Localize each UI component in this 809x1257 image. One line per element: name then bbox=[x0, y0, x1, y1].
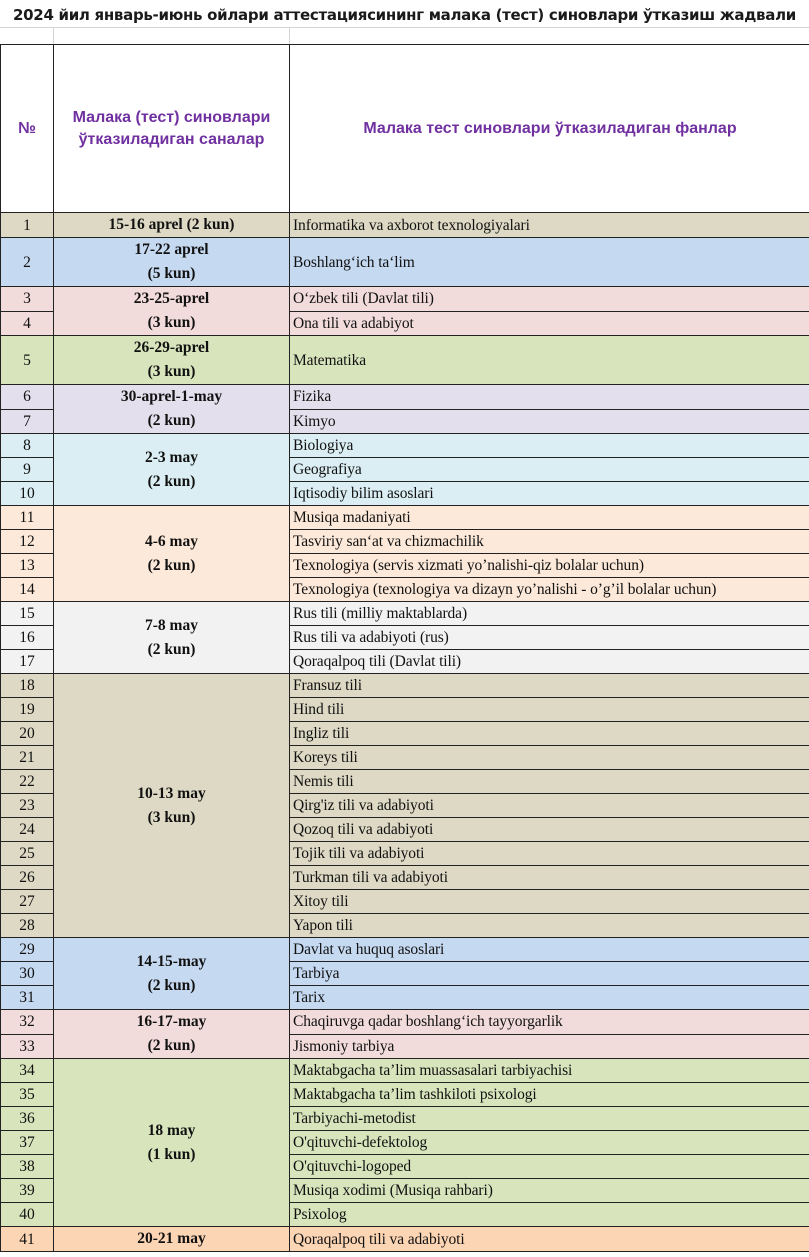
row-number: 1 bbox=[1, 213, 54, 238]
date-range-text: 23-25-aprel (3 kun) bbox=[133, 290, 210, 331]
date-range-text: 7-8 may (2 kun) bbox=[145, 616, 198, 658]
subject-cell: Ingliz tili bbox=[290, 722, 809, 746]
date-range-cell bbox=[54, 938, 290, 1010]
subject-cell: Musiqa madaniyati bbox=[290, 506, 809, 530]
subject-cell: Biologiya bbox=[290, 434, 809, 458]
row-number: 5 bbox=[1, 336, 54, 385]
row-number: 39 bbox=[1, 1179, 54, 1203]
date-range-cell bbox=[54, 1227, 290, 1252]
row-number: 26 bbox=[1, 866, 54, 890]
subject-cell: Rus tili va adabiyoti (rus) bbox=[290, 626, 809, 650]
date-range-cell bbox=[54, 1059, 290, 1227]
row-number: 36 bbox=[1, 1107, 54, 1131]
date-range-cell bbox=[54, 506, 290, 602]
subject-cell: Geografiya bbox=[290, 458, 809, 482]
row-number: 19 bbox=[1, 698, 54, 722]
date-range-text: 2-3 may (2 kun) bbox=[145, 448, 198, 490]
subject-cell: Tasviriy san‘at va chizmachilik bbox=[290, 530, 809, 554]
table-row bbox=[1, 506, 809, 530]
row-number: 6 bbox=[1, 385, 54, 410]
subject-cell: Qoraqalpoq tili (Davlat tili) bbox=[290, 650, 809, 674]
row-number: 11 bbox=[1, 506, 54, 530]
date-range-cell bbox=[54, 602, 290, 674]
schedule-body bbox=[1, 213, 809, 1252]
row-number: 18 bbox=[1, 674, 54, 698]
table-row bbox=[1, 1010, 809, 1035]
row-number: 9 bbox=[1, 458, 54, 482]
row-number: 31 bbox=[1, 986, 54, 1010]
date-range-text: 16-17-may (2 kun) bbox=[136, 1013, 207, 1054]
date-range-cell bbox=[54, 434, 290, 506]
row-number: 4 bbox=[1, 311, 54, 336]
subject-cell: Qirg'iz tili va adabiyoti bbox=[290, 794, 809, 818]
row-number: 23 bbox=[1, 794, 54, 818]
date-range-text: 26-29-aprel (3 kun) bbox=[133, 339, 210, 380]
subject-cell: Nemis tili bbox=[290, 770, 809, 794]
header-num: № bbox=[1, 45, 54, 213]
subject-cell: Matematika bbox=[290, 336, 809, 385]
row-number: 14 bbox=[1, 578, 54, 602]
row-number: 7 bbox=[1, 409, 54, 434]
row-number: 29 bbox=[1, 938, 54, 962]
date-range-text: 20-21 may bbox=[137, 1230, 206, 1247]
date-range-cell bbox=[54, 336, 290, 385]
table-row bbox=[1, 213, 809, 238]
row-number: 37 bbox=[1, 1131, 54, 1155]
subject-cell: Informatika va axborot texnologiyalari bbox=[290, 213, 809, 238]
grid-divider bbox=[53, 28, 54, 45]
row-number: 28 bbox=[1, 914, 54, 938]
header-subjects: Малака тест синовлари ўтказиладиган фанлар bbox=[290, 45, 809, 213]
row-number: 2 bbox=[1, 238, 54, 287]
subject-cell: Ona tili va adabiyot bbox=[290, 311, 809, 336]
subject-cell: Tarbiyachi-metodist bbox=[290, 1107, 809, 1131]
subject-cell: Qozoq tili va adabiyoti bbox=[290, 818, 809, 842]
subject-cell: Fizika bbox=[290, 385, 809, 410]
date-range-cell bbox=[54, 674, 290, 938]
row-number: 40 bbox=[1, 1203, 54, 1227]
subject-cell: Xitoy tili bbox=[290, 890, 809, 914]
subject-cell: Texnologiya (servis xizmati yo’nalishi-qiz bolalar uchun) bbox=[290, 554, 809, 578]
subject-cell: Yapon tili bbox=[290, 914, 809, 938]
subject-cell: Jismoniy tarbiya bbox=[290, 1034, 809, 1059]
table-row bbox=[1, 238, 809, 287]
subject-cell: Turkman tili va adabiyoti bbox=[290, 866, 809, 890]
table-row bbox=[1, 287, 809, 312]
row-number: 27 bbox=[1, 890, 54, 914]
subject-cell: Rus tili (milliy maktablarda) bbox=[290, 602, 809, 626]
row-number: 33 bbox=[1, 1034, 54, 1059]
date-range-cell bbox=[54, 1010, 290, 1059]
row-number: 12 bbox=[1, 530, 54, 554]
table-row bbox=[1, 385, 809, 410]
subject-cell: Psixolog bbox=[290, 1203, 809, 1227]
row-number: 38 bbox=[1, 1155, 54, 1179]
page-title: 2024 йил январь-июнь ойлари аттестациясининг малака (тест) синовлари ўтказиш жадвали bbox=[13, 6, 796, 24]
row-number: 16 bbox=[1, 626, 54, 650]
row-number: 32 bbox=[1, 1010, 54, 1035]
table-row bbox=[1, 434, 809, 458]
subject-cell: Boshlang‘ich ta‘lim bbox=[290, 238, 809, 287]
row-number: 15 bbox=[1, 602, 54, 626]
row-number: 41 bbox=[1, 1227, 54, 1252]
date-range-cell bbox=[54, 238, 290, 287]
subject-cell: Maktabgacha ta’lim muassasalari tarbiyachisi bbox=[290, 1059, 809, 1083]
subject-cell: Tarix bbox=[290, 986, 809, 1010]
row-number: 13 bbox=[1, 554, 54, 578]
subject-cell: Maktabgacha ta’lim tashkiloti psixologi bbox=[290, 1083, 809, 1107]
table-row bbox=[1, 674, 809, 698]
row-number: 22 bbox=[1, 770, 54, 794]
row-number: 25 bbox=[1, 842, 54, 866]
date-range-cell bbox=[54, 213, 290, 238]
schedule-table bbox=[0, 44, 809, 1252]
subject-cell: Kimyo bbox=[290, 409, 809, 434]
date-range-text: 18 may (1 kun) bbox=[147, 1121, 196, 1163]
row-number: 21 bbox=[1, 746, 54, 770]
subject-cell: Chaqiruvga qadar boshlang‘ich tayyorgarlik bbox=[290, 1010, 809, 1035]
date-range-text: 10-13 may (3 kun) bbox=[137, 784, 206, 826]
subject-cell: Hind tili bbox=[290, 698, 809, 722]
grid-divider bbox=[289, 28, 290, 45]
table-row bbox=[1, 1059, 809, 1083]
header-dates: Малака (тест) синовлари ўтказиладиган саналар bbox=[54, 45, 290, 213]
date-range-text: 17-22 aprel (5 kun) bbox=[134, 241, 209, 282]
row-number: 35 bbox=[1, 1083, 54, 1107]
row-number: 8 bbox=[1, 434, 54, 458]
subject-cell: Iqtisodiy bilim asoslari bbox=[290, 482, 809, 506]
subject-cell: Texnologiya (texnologiya va dizayn yo’nalishi - o’g’il bolalar uchun) bbox=[290, 578, 809, 602]
date-range-text: 14-15-may (2 kun) bbox=[136, 952, 207, 994]
row-number: 24 bbox=[1, 818, 54, 842]
date-range-text: 4-6 may (2 kun) bbox=[145, 532, 198, 574]
table-row bbox=[1, 938, 809, 962]
subject-cell: Tarbiya bbox=[290, 962, 809, 986]
header-row bbox=[1, 45, 809, 213]
row-number: 10 bbox=[1, 482, 54, 506]
subject-cell: Fransuz tili bbox=[290, 674, 809, 698]
row-number: 30 bbox=[1, 962, 54, 986]
row-number: 17 bbox=[1, 650, 54, 674]
subject-cell: Tojik tili va adabiyoti bbox=[290, 842, 809, 866]
date-range-text: 15-16 aprel (2 kun) bbox=[108, 216, 235, 233]
row-number: 20 bbox=[1, 722, 54, 746]
table-row bbox=[1, 336, 809, 385]
table-row bbox=[1, 602, 809, 626]
subject-cell: O'qituvchi-logoped bbox=[290, 1155, 809, 1179]
subject-cell: Musiqa xodimi (Musiqa rahbari) bbox=[290, 1179, 809, 1203]
row-number: 3 bbox=[1, 287, 54, 312]
date-range-text: 30-aprel-1-may (2 kun) bbox=[120, 388, 223, 429]
date-range-cell bbox=[54, 287, 290, 336]
subject-cell: O'qituvchi-defektolog bbox=[290, 1131, 809, 1155]
row-number: 34 bbox=[1, 1059, 54, 1083]
subject-cell: Koreys tili bbox=[290, 746, 809, 770]
subject-cell: O‘zbek tili (Davlat tili) bbox=[290, 287, 809, 312]
table-row bbox=[1, 1227, 809, 1252]
date-range-cell bbox=[54, 385, 290, 434]
subject-cell: Qoraqalpoq tili va adabiyoti bbox=[290, 1227, 809, 1252]
subject-cell: Davlat va huquq asoslari bbox=[290, 938, 809, 962]
